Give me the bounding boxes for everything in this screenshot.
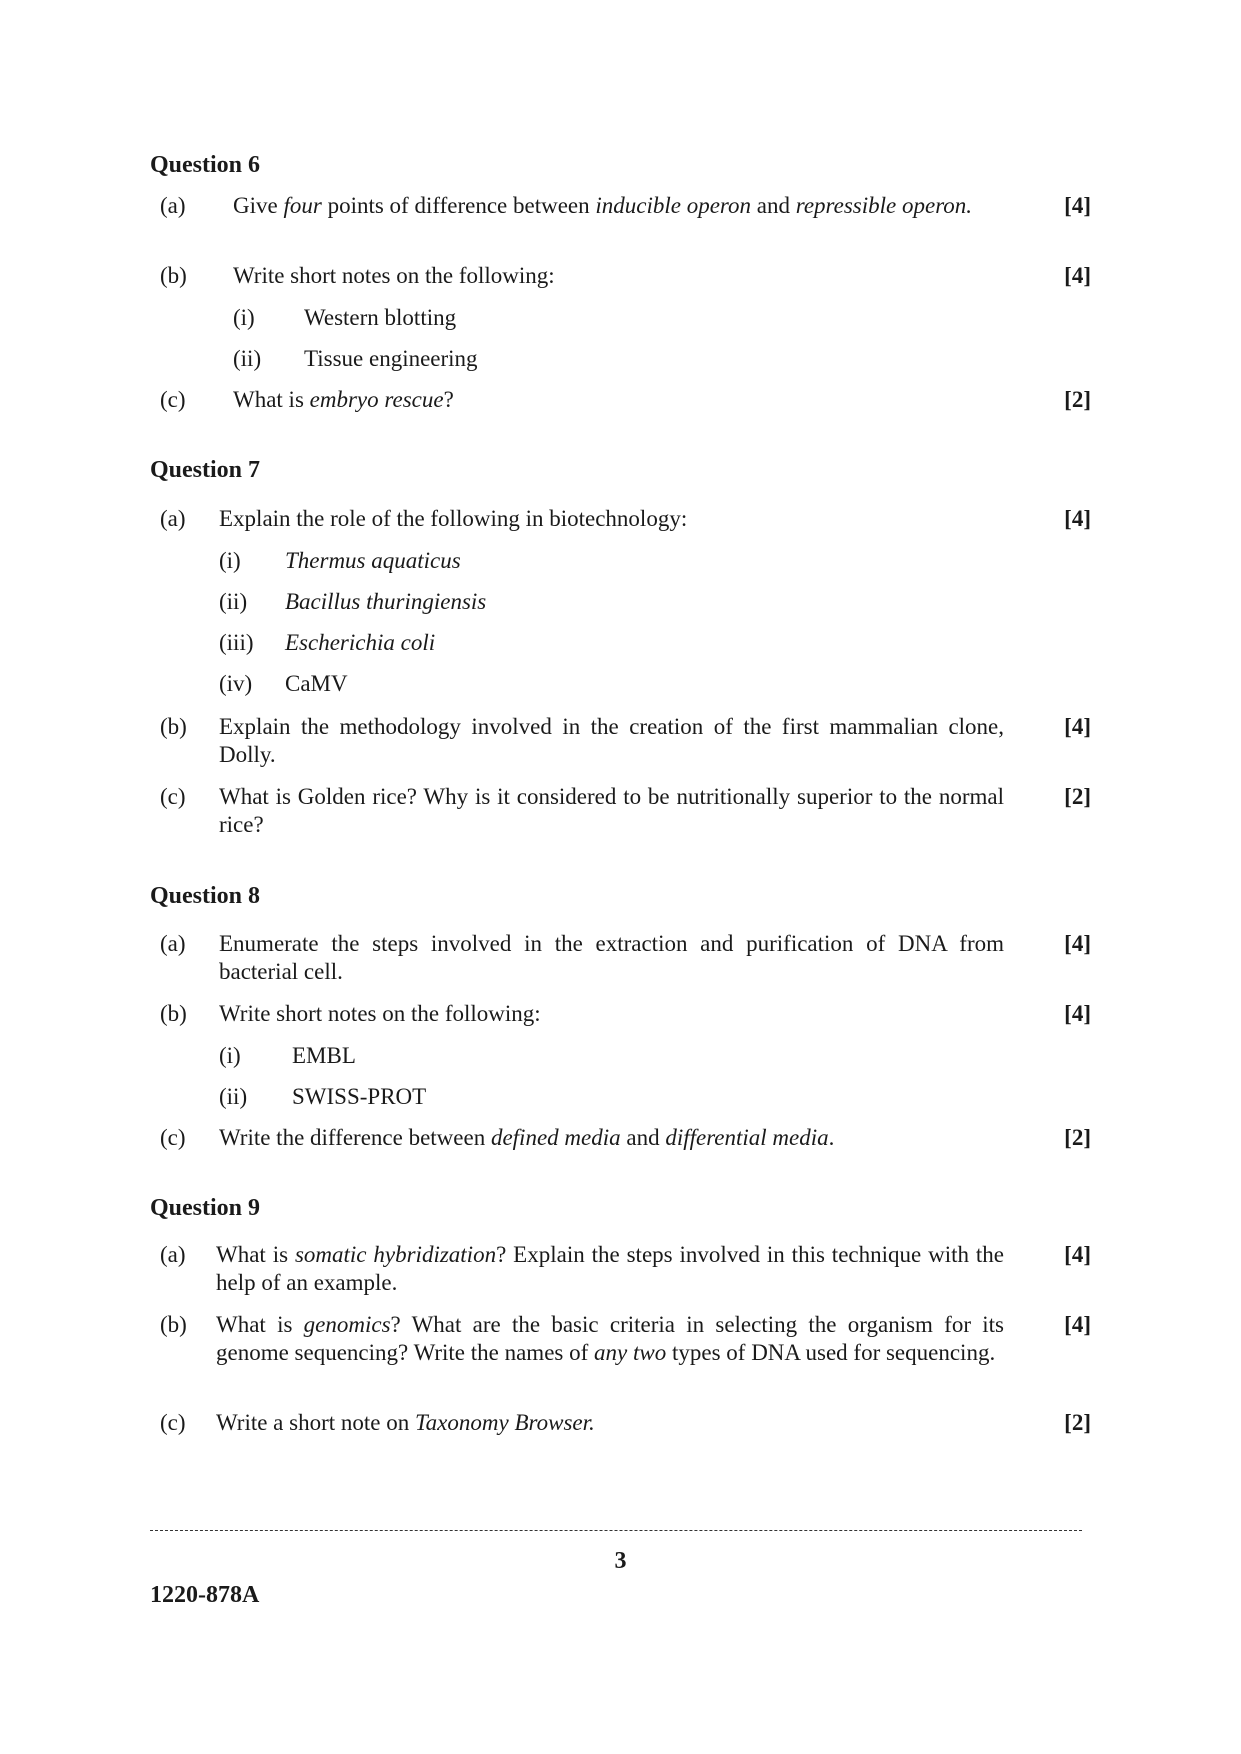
q9-b-label: (b): [160, 1312, 187, 1337]
q6-b-text: Write short notes on the following:: [233, 263, 555, 288]
q6-c-text: What is embryo rescue?: [233, 387, 454, 412]
q8-a-label: (a): [160, 931, 186, 956]
q7-a-iv-label: (iv): [219, 671, 253, 696]
page-number: 3: [614, 1548, 627, 1574]
q7-a-i-label: (i): [219, 548, 241, 573]
q8-a-marks: [4]: [1064, 931, 1091, 956]
question-9-title: Question 9: [150, 1195, 261, 1221]
q8-c-label: (c): [160, 1125, 186, 1150]
q6-b-i-label: (i): [233, 305, 255, 330]
q7-a-iv-text: CaMV: [285, 671, 348, 696]
q9-a-marks: [4]: [1064, 1242, 1091, 1267]
q8-b-i-text: EMBL: [292, 1043, 356, 1068]
footer-divider: [150, 1530, 1082, 1531]
q6-b-i-text: Western blotting: [304, 305, 457, 330]
q7-a-iii-text: Escherichia coli: [285, 630, 436, 655]
q8-b-label: (b): [160, 1001, 187, 1026]
q9-b-marks: [4]: [1064, 1312, 1091, 1337]
q8-c-text: Write the difference between defined media and differential media.: [219, 1125, 835, 1150]
q7-c-label: (c): [160, 784, 186, 809]
q7-c-text: What is Golden rice? Why is it considered to be nutritionally superior to the normal rice?: [219, 784, 1004, 837]
q6-a-label: (a): [160, 193, 186, 218]
q9-c-text: Write a short note on Taxonomy Browser.: [216, 1410, 595, 1435]
q6-c-marks: [2]: [1064, 387, 1091, 412]
question-7-title: Question 7: [150, 457, 261, 483]
q6-a-text: Give four points of difference between inducible operon and repressible operon.: [233, 193, 973, 218]
q6-b-ii-text: Tissue engineering: [304, 346, 478, 371]
q6-b-label: (b): [160, 263, 187, 288]
q7-a-i-text: Thermus aquaticus: [285, 548, 461, 573]
q6-b-ii-label: (ii): [233, 346, 262, 371]
q6-b-marks: [4]: [1064, 263, 1091, 288]
question-6-title: Question 6: [150, 152, 261, 178]
q8-b-ii-label: (ii): [219, 1084, 248, 1109]
q6-a-marks: [4]: [1064, 193, 1091, 218]
q8-b-i-label: (i): [219, 1043, 241, 1068]
q8-b-text: Write short notes on the following:: [219, 1001, 541, 1026]
q7-a-ii-label: (ii): [219, 589, 248, 614]
q7-c-marks: [2]: [1064, 784, 1091, 809]
q9-a-text: What is somatic hybridization? Explain the steps involved in this technique with the help of an example.: [216, 1242, 1004, 1295]
q9-c-marks: [2]: [1064, 1410, 1091, 1435]
q8-c-marks: [2]: [1064, 1125, 1091, 1150]
q8-b-marks: [4]: [1064, 1001, 1091, 1026]
q7-b-text: Explain the methodology involved in the creation of the first mammalian clone, Dolly.: [219, 714, 1004, 767]
q7-a-marks: [4]: [1064, 506, 1091, 531]
q9-b-text: What is genomics? What are the basic criteria in selecting the organism for its genome sequencing? Write the names of any two types of DNA used for sequencing.: [216, 1312, 1004, 1365]
q6-c-label: (c): [160, 387, 186, 412]
q7-b-marks: [4]: [1064, 714, 1091, 739]
q9-a-label: (a): [160, 1242, 186, 1267]
q8-b-ii-text: SWISS-PROT: [292, 1084, 427, 1109]
q7-a-label: (a): [160, 506, 186, 531]
q7-a-text: Explain the role of the following in biotechnology:: [219, 506, 688, 531]
q7-a-ii-text: Bacillus thuringiensis: [285, 589, 487, 614]
paper-code: 1220-878A: [150, 1582, 260, 1608]
q7-b-label: (b): [160, 714, 187, 739]
q7-a-iii-label: (iii): [219, 630, 254, 655]
question-8-title: Question 8: [150, 883, 261, 909]
q9-c-label: (c): [160, 1410, 186, 1435]
q8-a-text: Enumerate the steps involved in the extraction and purification of DNA from bacterial cell.: [219, 931, 1004, 984]
